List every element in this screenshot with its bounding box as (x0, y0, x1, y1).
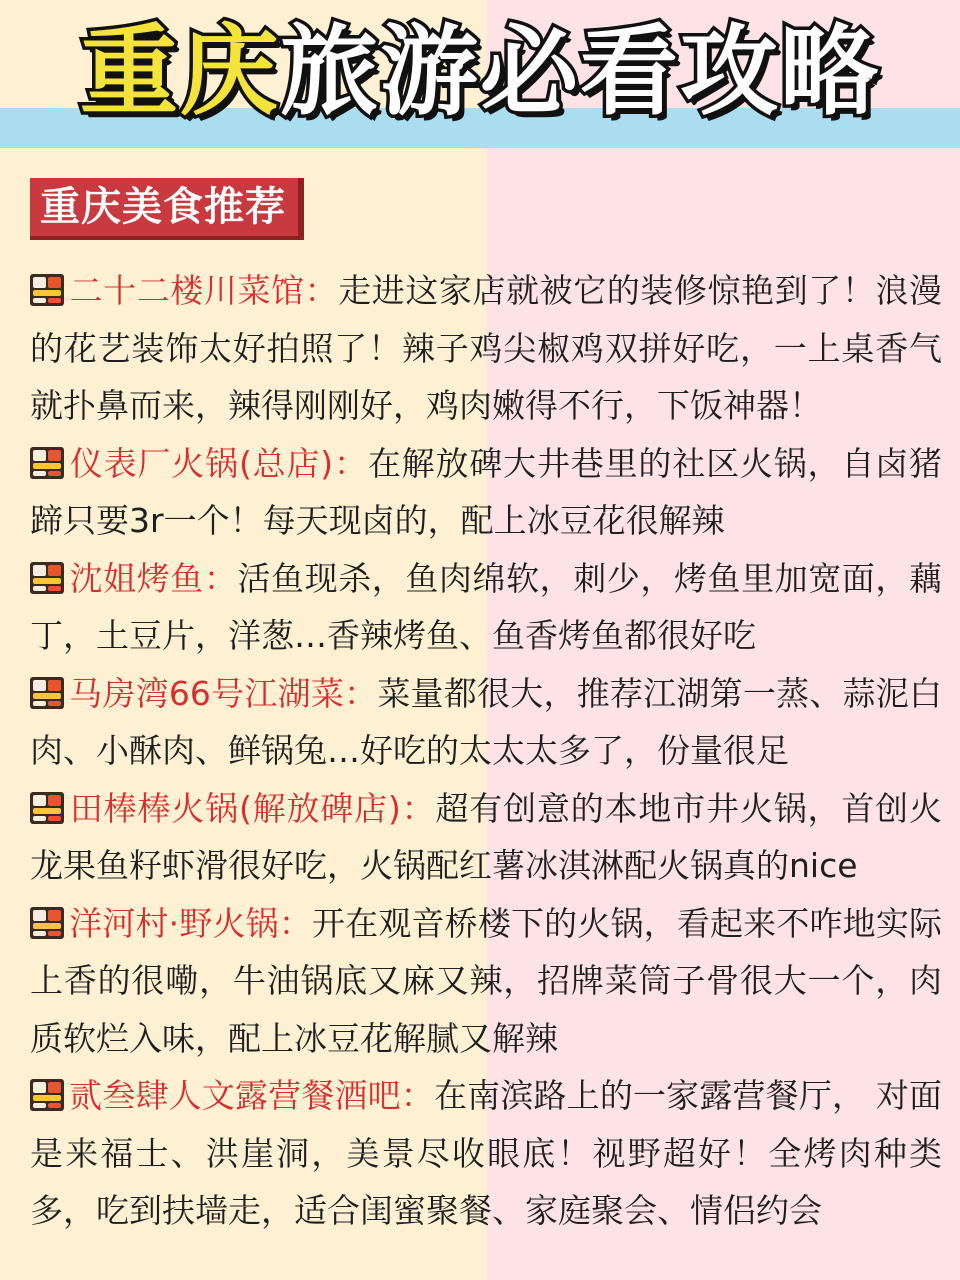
restaurant-list (30, 262, 942, 1240)
list-item (30, 435, 942, 550)
restaurant-description: 菜量都很大，推荐江湖第一蒸、蒜泥白肉、小酥肉、鲜锅兔…好吃的太太太多了，份量很足 (30, 673, 943, 770)
restaurant-description: 活鱼现杀，鱼肉绵软，刺少，烤鱼里加宽面，藕丁，土豆片，洋葱…香辣烤鱼、鱼香烤鱼都很好吃 (30, 558, 943, 655)
list-item (30, 895, 942, 1068)
bento-box-icon (30, 274, 64, 306)
restaurant-description: 开在观音桥楼下的火锅，看起来不咋地实际上香的很嘞，牛油锅底又麻又辣，招牌菜筒子骨很大一个，肉质软烂入味，配上冰豆花解腻又解辣 (30, 903, 943, 1058)
bento-box-icon (30, 1079, 64, 1111)
restaurant-name: 二十二楼川菜馆： (69, 271, 339, 310)
restaurant-name: 洋河村·野火锅： (69, 903, 312, 943)
title-highlight: 重庆 (79, 15, 280, 129)
list-item (30, 262, 942, 435)
restaurant-description: 走进这家店就被它的装修惊艳到了！浪漫的花艺装饰太好拍照了！辣子鸡尖椒鸡双拼好吃，一上桌香气就扑鼻而来，辣得刚刚好，鸡肉嫩得不行，下饭神器！ (30, 271, 943, 425)
restaurant-name: 田棒棒火锅(解放碑店)： (69, 788, 436, 828)
restaurant-name: 沈姐烤鱼： (69, 558, 238, 598)
restaurant-name: 贰叁肆人文露营餐酒吧： (69, 1076, 434, 1115)
restaurant-description: 超有创意的本地市井火锅，首创火龙果鱼籽虾滑很好吃，火锅配红薯冰淇淋配火锅真的nice (30, 788, 943, 885)
restaurant-description: 在解放碑大井巷里的社区火锅，自卤猪蹄只要3r一个！每天现卤的，配上冰豆花很解辣 (30, 443, 943, 540)
bento-box-icon (30, 447, 64, 479)
section-label: 重庆美食推荐 (30, 178, 304, 236)
bento-box-icon (30, 562, 64, 594)
bento-box-icon (30, 677, 64, 709)
list-item (30, 780, 942, 895)
bento-box-icon (30, 907, 64, 939)
bento-box-icon (30, 792, 64, 824)
restaurant-name: 马房湾66号江湖菜： (69, 673, 378, 713)
restaurant-description: 在南滨路上的一家露营餐厅， 对面是来福士、洪崖洞，美景尽收眼底！视野超好！全烤肉种类多，吃到扶墙走，适合闺蜜聚餐、家庭聚会、情侣约会 (30, 1076, 942, 1230)
list-item (30, 550, 942, 665)
list-item (30, 1067, 942, 1240)
restaurant-name: 仪表厂火锅(总店)： (69, 443, 368, 483)
page-title (0, 12, 960, 132)
list-item (30, 665, 942, 780)
title-rest: 旅游必看攻略 (280, 15, 881, 129)
